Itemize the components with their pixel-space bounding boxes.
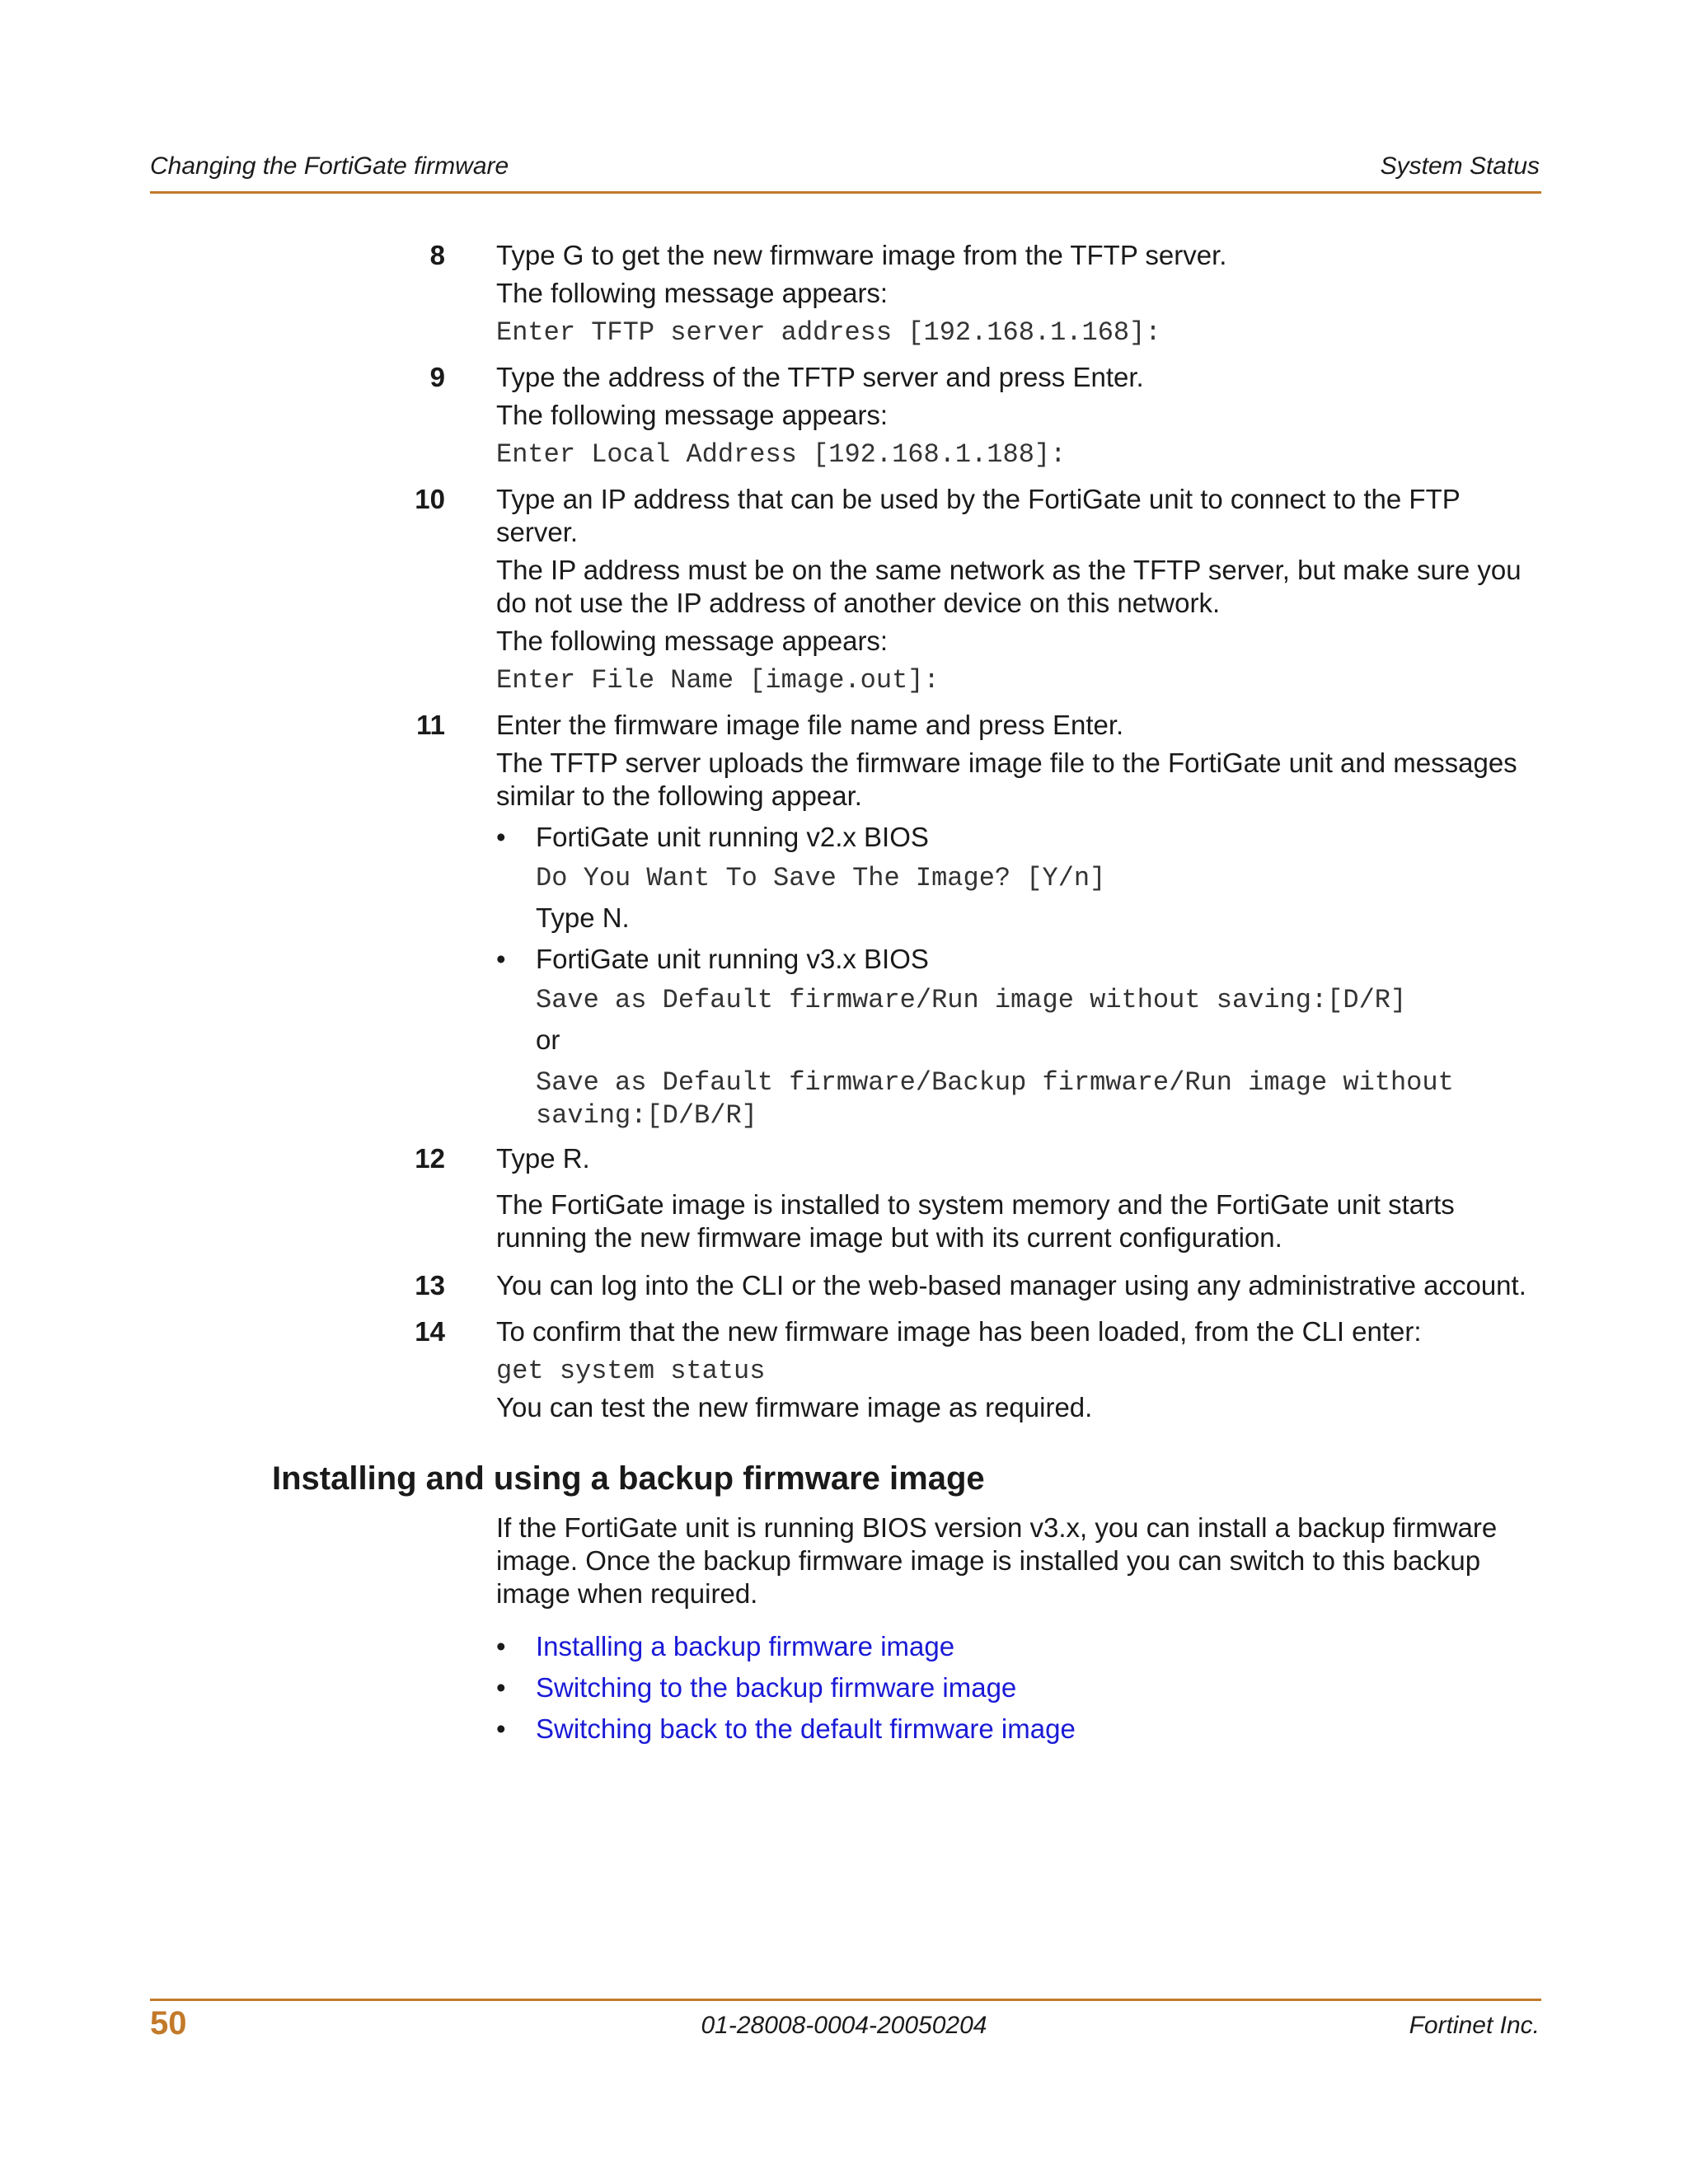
step-14-number: 14 (415, 1316, 445, 1347)
step-11-bullet-v3: FortiGate unit running v3.x BIOS (536, 944, 929, 974)
step-10-message-label: The following message appears: (496, 626, 889, 656)
link-installing-backup[interactable]: Installing a backup firmware image (536, 1631, 955, 1661)
step-10-code: Enter File Name [image.out]: (496, 665, 940, 696)
step-10-number: 10 (415, 484, 445, 514)
step-13-number: 13 (415, 1270, 445, 1301)
step-11-note: The TFTP server uploads the firmware image file to the FortiGate unit and messages similar to the following appear. (496, 748, 1517, 811)
step-14-code: get system status (496, 1356, 766, 1386)
document-number: 01-28008-0004-20050204 (701, 2012, 987, 2039)
header-right: System Status (1380, 152, 1540, 180)
step-8-text: Type G to get the new firmware image from the TFTP server. (496, 240, 1227, 270)
step-9-message-label: The following message appears: (496, 400, 889, 430)
step-12-number: 12 (415, 1143, 445, 1174)
step-11-bullet-v2: FortiGate unit running v2.x BIOS (536, 822, 929, 852)
step-9-text: Type the address of the TFTP server and press Enter. (496, 362, 1144, 392)
step-11-number: 11 (416, 710, 445, 740)
footer-rule (150, 1999, 1541, 2001)
step-9-code: Enter Local Address [192.168.1.188]: (496, 439, 1067, 470)
section-heading: Installing and using a backup firmware image (272, 1460, 985, 1497)
step-8-number: 8 (429, 240, 445, 270)
step-11-v2-code: Do You Want To Save The Image? [Y/n] (536, 863, 1106, 893)
bullet-icon: • (496, 1631, 506, 1661)
link-switching-to-backup[interactable]: Switching to the backup firmware image (536, 1672, 1017, 1703)
step-13-text: You can log into the CLI or the web-based manager using any administrative account. (496, 1270, 1526, 1301)
bullet-icon: • (496, 944, 506, 974)
step-10-text: Type an IP address that can be used by the FortiGate unit to connect to the FTP server. (496, 484, 1461, 547)
step-11-v2-after: Type N. (536, 902, 630, 933)
step-12-text: Type R. (496, 1143, 590, 1174)
step-12-note: The FortiGate image is installed to system memory and the FortiGate unit starts running the new firmware image but with its current configuration. (496, 1189, 1455, 1253)
step-11-v3-code-2: Save as Default firmware/Backup firmware/Run image without saving:[D/B/R] (536, 1067, 1470, 1131)
bullet-icon: • (496, 822, 506, 852)
step-11-text: Enter the firmware image file name and press Enter. (496, 710, 1124, 740)
step-11-v3-or: or (536, 1024, 560, 1055)
step-14-after: You can test the new firmware image as required. (496, 1392, 1093, 1422)
header-left: Changing the FortiGate firmware (150, 152, 509, 180)
bullet-icon: • (496, 1672, 506, 1703)
step-8-message-label: The following message appears: (496, 278, 889, 308)
step-9-number: 9 (429, 362, 445, 392)
section-intro: If the FortiGate unit is running BIOS version v3.x, you can install a backup firmware image. Once the backup firmware image is installed you can switch to this backup image when required. (496, 1512, 1498, 1609)
link-switching-back-default[interactable]: Switching back to the default firmware image (536, 1713, 1076, 1744)
step-11-v3-code-1: Save as Default firmware/Run image without saving:[D/R] (536, 985, 1407, 1015)
bullet-icon: • (496, 1713, 506, 1744)
step-8-code: Enter TFTP server address [192.168.1.168]: (496, 317, 1161, 348)
page-number: 50 (150, 2005, 187, 2041)
step-14-text: To confirm that the new firmware image has been loaded, from the CLI enter: (496, 1316, 1422, 1347)
step-10-note: The IP address must be on the same network as the TFTP server, but make sure you do not use the IP address of another device on this network. (496, 555, 1522, 618)
company-name: Fortinet Inc. (1409, 2012, 1540, 2039)
